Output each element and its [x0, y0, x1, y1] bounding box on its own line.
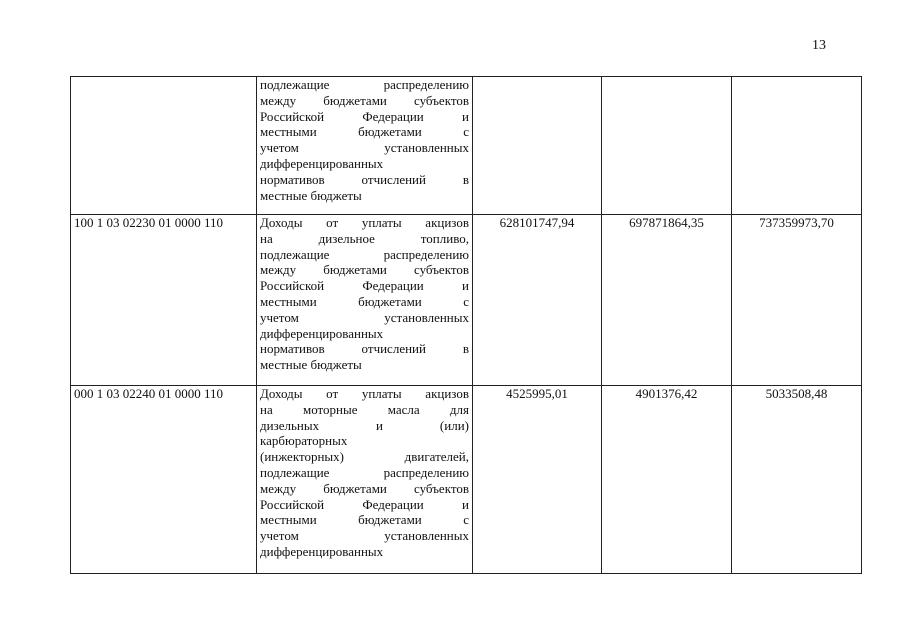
description-line: подлежащие распределению [260, 246, 469, 262]
description-line: Российской Федерации и [260, 496, 469, 512]
budget-code-cell [71, 77, 257, 215]
description-cell [257, 77, 473, 215]
description-line: местными бюджетами с [260, 293, 469, 309]
budget-code-cell: 100 1 03 02230 01 0000 110 [71, 215, 257, 386]
description-line: местные бюджеты [260, 187, 362, 203]
description-cell [257, 386, 473, 574]
description-line: нормативов отчислений в [260, 341, 469, 357]
description-cell [257, 215, 473, 386]
description-line: Доходы от уплаты акцизов [260, 215, 469, 230]
table-row [71, 386, 862, 574]
description-line: (инжекторных) двигателей, [260, 449, 469, 465]
description-line: местными бюджетами с [260, 512, 469, 528]
amount-cell-2: 697871864,35 [602, 215, 732, 386]
description-line: карбюраторных [260, 433, 348, 449]
amount-cell-2 [602, 77, 732, 215]
amount-cell-2: 4901376,42 [602, 386, 732, 574]
amount-cell-3: 5033508,48 [732, 386, 862, 574]
amount-cell-3: 737359973,70 [732, 215, 862, 386]
amount-cell-1 [473, 77, 602, 215]
description-line: между бюджетами субъектов [260, 262, 469, 278]
amount-cell-1: 628101747,94 [473, 215, 602, 386]
description-line: подлежащие распределению [260, 464, 469, 480]
description-line: между бюджетами субъектов [260, 92, 469, 108]
description-line: на моторные масла для [260, 401, 469, 417]
amount-cell-3 [732, 77, 862, 215]
table-row [71, 77, 862, 215]
description-line: на дизельное топливо, [260, 230, 469, 246]
page-number: 13 [812, 38, 826, 53]
description-line: Доходы от уплаты акцизов [260, 386, 469, 401]
description-line: Российской Федерации и [260, 278, 469, 294]
budget-code-cell: 000 1 03 02240 01 0000 110 [71, 386, 257, 574]
description-line: дифференцированных [260, 155, 384, 171]
description-line: нормативов отчислений в [260, 171, 469, 187]
amount-cell-1: 4525995,01 [473, 386, 602, 574]
description-line: местные бюджеты [260, 357, 362, 373]
description-line: учетом установленных [260, 528, 469, 544]
description-line: дифференцированных [260, 325, 384, 341]
description-line: между бюджетами субъектов [260, 480, 469, 496]
description-line: дифференцированных [260, 543, 384, 559]
description-line: местными бюджетами с [260, 124, 469, 140]
description-line: Российской Федерации и [260, 108, 469, 124]
description-line: подлежащие распределению [260, 77, 469, 92]
description-line: учетом установленных [260, 140, 469, 156]
table-row [71, 215, 862, 386]
revenue-table [70, 76, 862, 574]
description-line: дизельных и (или) [260, 417, 469, 433]
description-line: учетом установленных [260, 309, 469, 325]
